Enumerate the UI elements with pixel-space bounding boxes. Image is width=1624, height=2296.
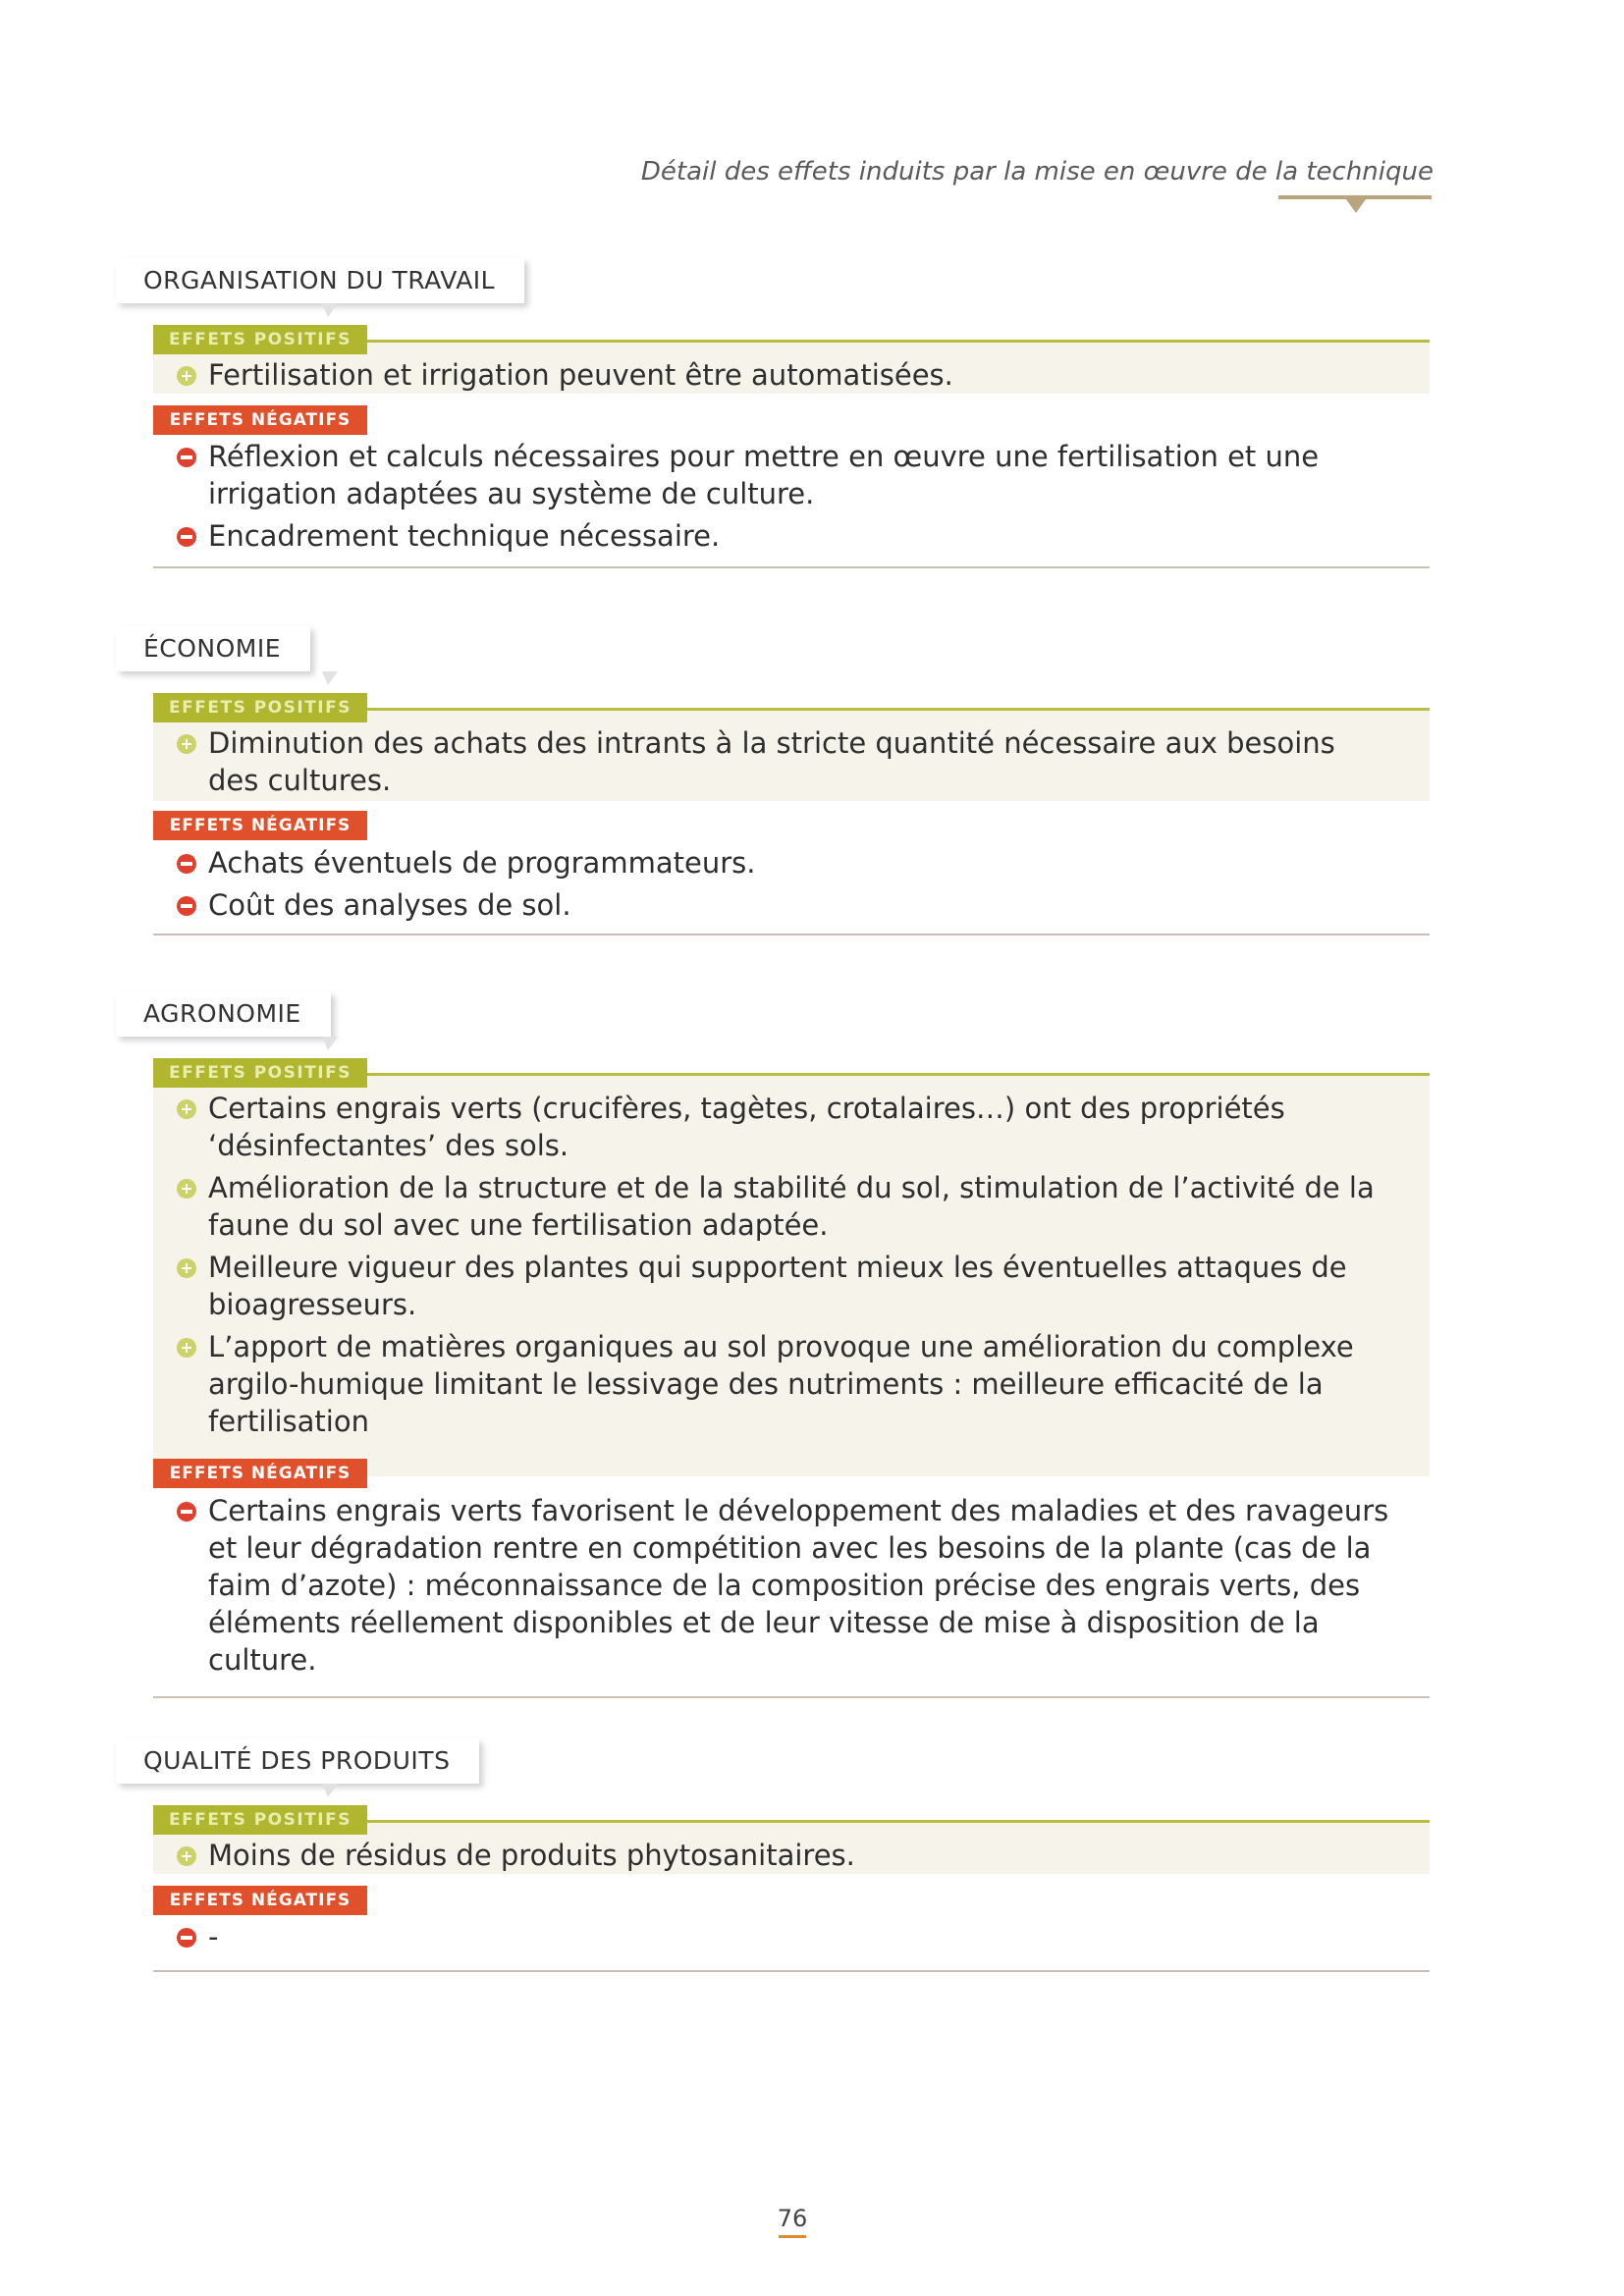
list-item: Certains engrais verts favorisent le développement des maladies et des ravageurs et leur dégradation rentre en compétition avec les besoins de la plante (cas de la faim d’azote) : méconnaissance de la composition précise des engrais verts, des éléments réellement disponibles et de leur vitesse de mise à disposition de la culture. (177, 1492, 1394, 1679)
list-item: L’apport de matières organiques au sol provoque une amélioration du complexe argilo-humique limitant le lessivage des nutriments : meilleure efficacité de la fertilisation (177, 1328, 1394, 1440)
list-item: Amélioration de la structure et de la stabilité du sol, stimulation de l’activité de la faune du sol avec une fertilisation adaptée. (177, 1169, 1394, 1244)
list-item: Coût des analyses de sol. (177, 886, 1394, 924)
negative-label: EFFETS NÉGATIFS (153, 1459, 367, 1488)
negative-list (177, 1492, 1394, 1683)
positive-label: EFFETS POSITIFS (153, 1805, 367, 1835)
minus-icon (177, 448, 196, 467)
list-item: Fertilisation et irrigation peuvent être automatisées. (177, 356, 1394, 394)
section-title: ORGANISATION DU TRAVAIL (116, 258, 524, 303)
list-item: Certains engrais verts (crucifères, tagètes, crotalaires…) ont des propriétés ‘désinfectantes’ des sols. (177, 1090, 1394, 1164)
section-divider (153, 1970, 1430, 1972)
list-item: Réflexion et calculs nécessaires pour mettre en œuvre une fertilisation et une irrigation adaptées au système de culture. (177, 438, 1394, 512)
plus-icon (177, 366, 196, 386)
negative-list (177, 438, 1394, 560)
list-item: Achats éventuels de programmateurs. (177, 844, 1394, 881)
section-title: ÉCONOMIE (116, 626, 310, 671)
positive-list (177, 724, 1394, 804)
page-number-rule (779, 2235, 806, 2238)
minus-icon (177, 527, 196, 547)
positive-list (177, 356, 1394, 399)
positive-list (177, 1837, 1394, 1879)
list-item: Meilleure vigueur des plantes qui supportent mieux les éventuelles attaques de bioagresseurs. (177, 1249, 1394, 1323)
section-divider (153, 934, 1430, 935)
minus-icon (177, 1928, 196, 1948)
plus-icon (177, 1338, 196, 1358)
section-title: AGRONOMIE (116, 991, 331, 1037)
minus-icon (177, 854, 196, 874)
plus-icon (177, 734, 196, 754)
header-arrow-icon (1346, 199, 1366, 213)
list-item: Moins de résidus de produits phytosanitaires. (177, 1837, 1394, 1874)
section-divider (153, 566, 1430, 568)
minus-icon (177, 1502, 196, 1522)
section-divider (153, 1696, 1430, 1698)
list-item: - (177, 1918, 1394, 1955)
plus-icon (177, 1179, 196, 1199)
plus-icon (177, 1258, 196, 1278)
negative-label: EFFETS NÉGATIFS (153, 1886, 367, 1915)
positive-list (177, 1090, 1394, 1445)
negative-label: EFFETS NÉGATIFS (153, 811, 367, 840)
section-title: QUALITÉ DES PRODUITS (116, 1738, 479, 1784)
minus-icon (177, 896, 196, 916)
positive-label: EFFETS POSITIFS (153, 1058, 367, 1088)
positive-label: EFFETS POSITIFS (153, 325, 367, 354)
negative-list (177, 844, 1394, 929)
negative-list (177, 1918, 1394, 1960)
page-number: 76 (777, 2205, 808, 2232)
plus-icon (177, 1099, 196, 1119)
list-item: Encadrement technique nécessaire. (177, 517, 1394, 555)
list-item: Diminution des achats des intrants à la stricte quantité nécessaire aux besoins des cultures. (177, 724, 1394, 799)
negative-label: EFFETS NÉGATIFS (153, 405, 367, 435)
header-title: Détail des effets induits par la mise en œuvre de la technique (640, 157, 1434, 187)
plus-icon (177, 1846, 196, 1866)
positive-label: EFFETS POSITIFS (153, 693, 367, 722)
